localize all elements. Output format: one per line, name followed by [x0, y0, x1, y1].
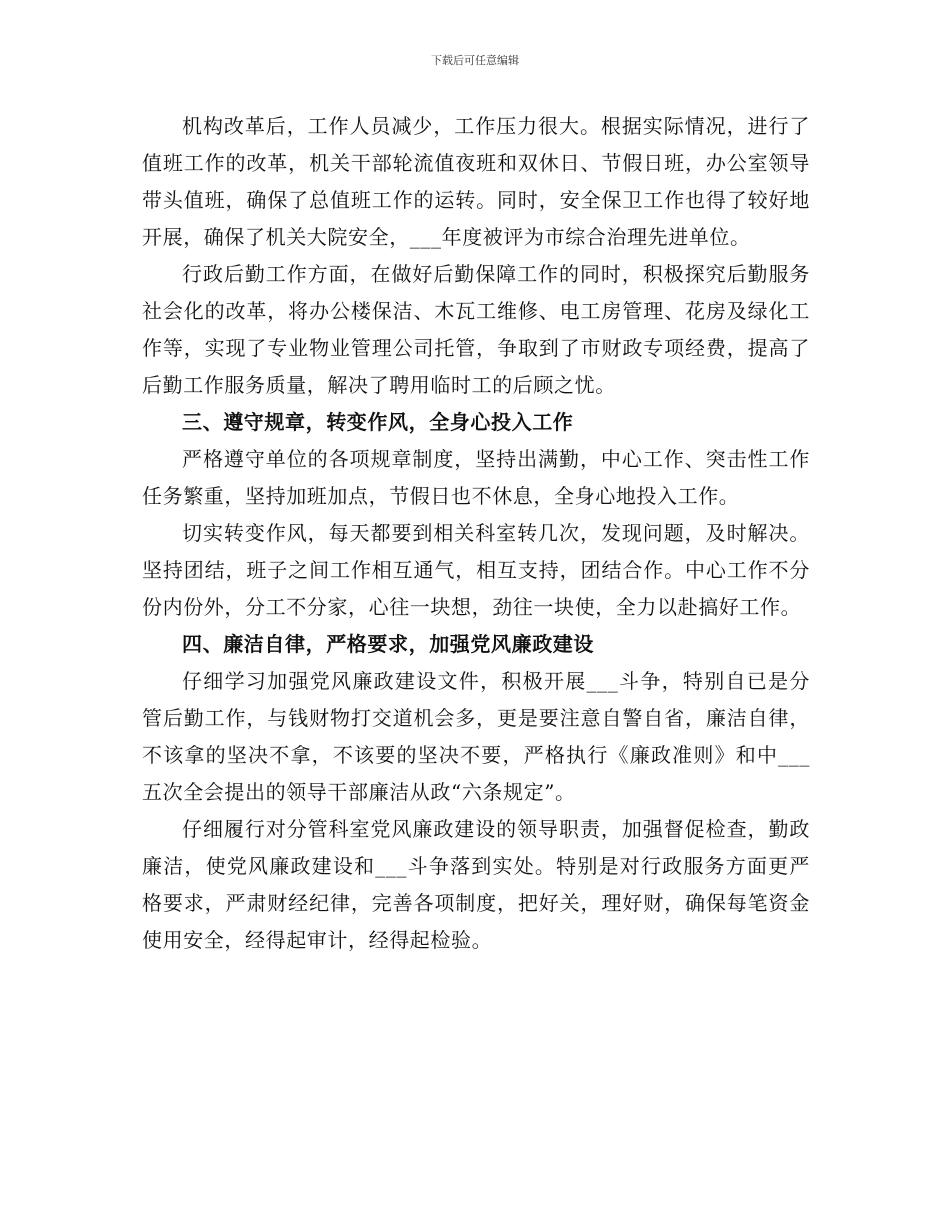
paragraph-style-change: 切实转变作风，每天都要到相关科室转几次，发现问题，及时解决。坚持团结，班子之间工作相互通气，相互支持，团结合作。中心工作不分份内份外，分工不分家，心往一块想，劲往一块使，全力以赴搞好工作。	[142, 521, 810, 619]
page-header: 下载后可任意编辑	[431, 54, 519, 67]
paragraph-logistics: 行政后勤工作方面，在做好后勤保障工作的同时，积极探究后勤服务社会化的改革，将办公楼保洁、木瓦工维修、电工房管理、花房及绿化工作等，实现了专业物业管理公司托管，争取到了市财政专项经费，提高了后勤工作服务质量，解决了聘用临时工的后顾之忧。	[142, 262, 810, 397]
paragraph-integrity-study: 仔细学习加强党风廉政建设文件，积极开展___斗争，特别自已是分管后勤工作，与钱财物打交道机会多，更是要注意自警自省，廉洁自律，不该拿的坚决不拿，不该要的坚决不要，严格执行《廉政准则》和中___五次全会提出的领导干部廉洁从政“六条规定”。	[142, 669, 810, 804]
paragraph-integrity-duty: 仔细履行对分管科室党风廉政建设的领导职责，加强督促检查，勤政廉洁，使党风廉政建设和___斗争落到实处。特别是对行政服务方面更严格要求，严肃财经纪律，完善各项制度，把好关，理好财，确保每笔资金使用安全，经得起审计，经得起检验。	[142, 817, 810, 952]
section-heading-four: 四、廉洁自律，严格要求，加强党风廉政建设	[182, 632, 594, 656]
paragraph-rules: 严格遵守单位的各项规章制度，坚持出满勤，中心工作、突击性工作任务繁重，坚持加班加点，节假日也不休息，全身心地投入工作。	[142, 447, 810, 508]
paragraph-duty-reform: 机构改革后，工作人员减少，工作压力很大。根据实际情况，进行了值班工作的改革，机关干部轮流值夜班和双休日、节假日班，办公室领导带头值班，确保了总值班工作的运转。同时，安全保卫工作也得了较好地开展，确保了机关大院安全，___年度被评为市综合治理先进单位。	[142, 114, 810, 249]
section-heading-three: 三、遵守规章，转变作风，全身心投入工作	[182, 410, 574, 434]
document-body	[142, 108, 810, 959]
